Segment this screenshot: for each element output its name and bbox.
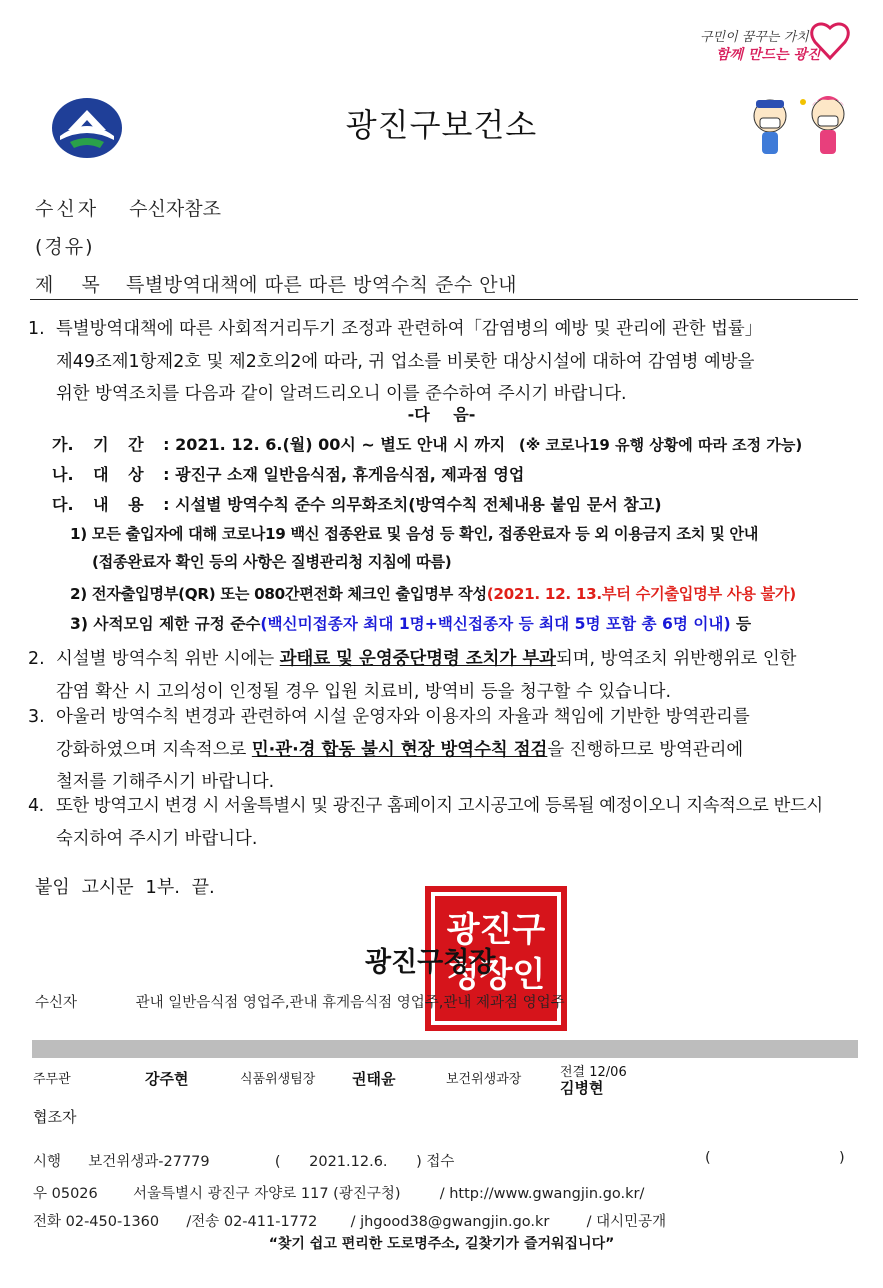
period-value: 2021. 12. 6.(월) 00시 ~ 별도 안내 시 까지	[175, 435, 506, 454]
notice-heading: -다 음-	[407, 405, 476, 424]
subject-label: 제 목	[35, 274, 100, 296]
p4-line2: 숙지하여 주시기 바랍니다.	[56, 828, 258, 849]
address: 서울특별시 광진구 자양로 117 (광진구청)	[132, 1186, 401, 1202]
target-label: 나. 대 상 :	[52, 465, 170, 484]
recipient-list-value: 관내 일반음식점 영업주,관내 휴게음식점 영업주,관내 제과점 영업주	[135, 995, 565, 1011]
enforce-label: 시행	[33, 1154, 62, 1170]
enforce-date: ( 2021.12.6. )	[274, 1154, 422, 1170]
receipt-open: (	[705, 1150, 711, 1166]
attachment-note: 붙임 고시문 1부. 끝.	[35, 877, 215, 898]
address-motto: “찾기 쉽고 편리한 도로명주소, 길찾기가 즐거워집니다”	[268, 1236, 615, 1252]
item-target	[52, 462, 524, 485]
p2-number: 2.	[28, 649, 45, 669]
sub-item-2-warning: (2021. 12. 13.부터 수기출입명부 사용 불가)	[486, 585, 796, 603]
item-content	[52, 492, 662, 515]
p3-line3: 철저를 기해주시기 바랍니다.	[56, 772, 275, 792]
recipient-list-label: 수신자	[35, 995, 78, 1011]
receipt-label: 접수	[426, 1154, 455, 1170]
phone: 전화 02-450-1360	[33, 1214, 160, 1230]
approval-divider	[32, 1040, 858, 1058]
p4-number: 4.	[28, 796, 44, 816]
p3-text-c: 을 진행하므로 방역관리에	[547, 739, 744, 760]
paragraph-4	[28, 790, 853, 855]
slogan-line2: 함께 만드는 광진	[716, 47, 821, 63]
sub-item-1	[70, 520, 860, 576]
recipient-list	[35, 991, 565, 1012]
p1-line1: 특별방역대책에 따른 사회적거리두기 조정과 관련하여「감염병의 예방 및 관리에 관한 법률」	[56, 319, 763, 339]
enforcement-row	[33, 1150, 859, 1171]
p1-number: 1.	[28, 319, 45, 339]
contact-row	[33, 1210, 666, 1231]
approver3-name: 김병현	[560, 1079, 604, 1097]
paragraph-1	[28, 313, 853, 411]
subject-row	[35, 270, 517, 297]
receipt-close: )	[839, 1150, 845, 1166]
sub-item-1-line1: 1) 모든 출입자에 대해 코로나19 백신 접종완료 및 음성 등 확인, 접종완료자 등 외 이용금지 조치 및 안내	[70, 525, 759, 543]
approver3-note: 전결 12/06	[560, 1065, 627, 1080]
p2-penalty: 과태료 및 운영중단명령 조치가 부과	[279, 649, 556, 669]
approver1-role: 주무관	[33, 1072, 71, 1087]
address-row	[33, 1182, 644, 1203]
period-note: (※ 코로나19 유행 상황에 따라 조정 가능)	[518, 436, 803, 454]
recipient-value: 수신자참조	[129, 198, 221, 220]
disclosure: / 대시민공개	[586, 1214, 667, 1230]
content-value: 시설별 방역수칙 준수 의무화조치(방역수칙 전체내용 붙임 문서 참고)	[175, 495, 662, 514]
p3-number: 3.	[28, 707, 45, 727]
fax: /전송 02-411-1772	[186, 1214, 318, 1230]
sub-item-3-end: 등	[736, 615, 752, 633]
sub-item-3-limit: (백신미접종자 최대 1명+백신접종자 등 최대 5명 포함 총 6명 이내)	[260, 615, 731, 633]
recipient-label: 수신자	[35, 198, 100, 220]
paragraph-3	[28, 701, 853, 799]
p3-inspection: 민·관·경 합동 불시 현장 방역수칙 점검	[251, 739, 548, 760]
paragraph-2	[28, 643, 853, 708]
cooperator-label: 협조자	[33, 1108, 77, 1126]
content-label: 다. 내 용 :	[52, 495, 170, 514]
slogan-logo	[680, 18, 860, 68]
p2-text-a: 시설별 방역수칙 위반 시에는	[56, 649, 280, 669]
svg-text:청장인: 청장인	[446, 955, 546, 995]
target-value: 광진구 소재 일반음식점, 휴게음식점, 제과점 영업	[175, 465, 525, 484]
mayor-signature: 광진구청장	[365, 947, 496, 978]
recipient-row	[35, 194, 221, 221]
subject-value: 특별방역대책에 따른 따른 방역수칙 준수 안내	[126, 274, 517, 296]
enforce-number: 보건위생과-27779	[88, 1154, 210, 1170]
slogan-line1: 구민이 꿈꾸는 가치	[700, 30, 809, 45]
reason-label: (경유)	[35, 236, 95, 258]
p1-line2: 제49조제1항제2호 및 제2호의2에 따라, 귀 업소를 비롯한 대상시설에 대하여 감염병 예방을	[56, 351, 755, 372]
approver2-name: 권태윤	[352, 1070, 396, 1088]
p4-line1: 또한 방역고시 변경 시 서울특별시 및 광진구 홈페이지 고시공고에 등록될 예정이오니 지속적으로 반드시	[56, 796, 823, 816]
item-period	[52, 432, 802, 455]
sub-item-1-line2: (접종완료자 확인 등의 사항은 질병관리청 지침에 따름)	[92, 553, 452, 571]
email-link[interactable]: / jhgood38@gwangjin.go.kr	[350, 1214, 550, 1230]
p3-line1: 아울러 방역수칙 변경과 관련하여 시설 운영자와 이용자의 자율과 책임에 기반한 방역관리를	[56, 707, 750, 727]
p3-text-a: 강화하였으며 지속적으로	[56, 739, 252, 760]
svg-text:광진구: 광진구	[446, 910, 546, 950]
sub-item-2	[70, 580, 860, 608]
page-title: 광진구보건소	[345, 106, 538, 144]
sub-item-3-main: 3) 사적모임 제한 규정 준수	[70, 615, 261, 633]
approver2-role: 식품위생팀장	[240, 1072, 316, 1087]
p2-text-c: 되며, 방역조치 위반행위로 인한	[555, 649, 797, 669]
homepage-link[interactable]: / http://www.gwangjin.go.kr/	[439, 1186, 645, 1202]
p2-line2: 감염 확산 시 고의성이 인정될 경우 입원 치료비, 방역비 등을 청구할 수 있습니다.	[56, 681, 671, 702]
approver3-role: 보건위생과장	[446, 1072, 522, 1087]
approver1-name: 강주현	[145, 1070, 189, 1088]
postal-code: 우 05026	[33, 1186, 98, 1202]
p1-line3: 위한 방역조치를 다음과 같이 알려드리오니 이를 준수하여 주시기 바랍니다.	[56, 384, 627, 404]
sub-item-3	[70, 610, 860, 638]
period-label: 가. 기 간 :	[52, 435, 170, 454]
header-divider	[30, 299, 858, 300]
sub-item-2-main: 2) 전자출입명부(QR) 또는 080간편전화 체크인 출입명부 작성	[70, 585, 487, 603]
